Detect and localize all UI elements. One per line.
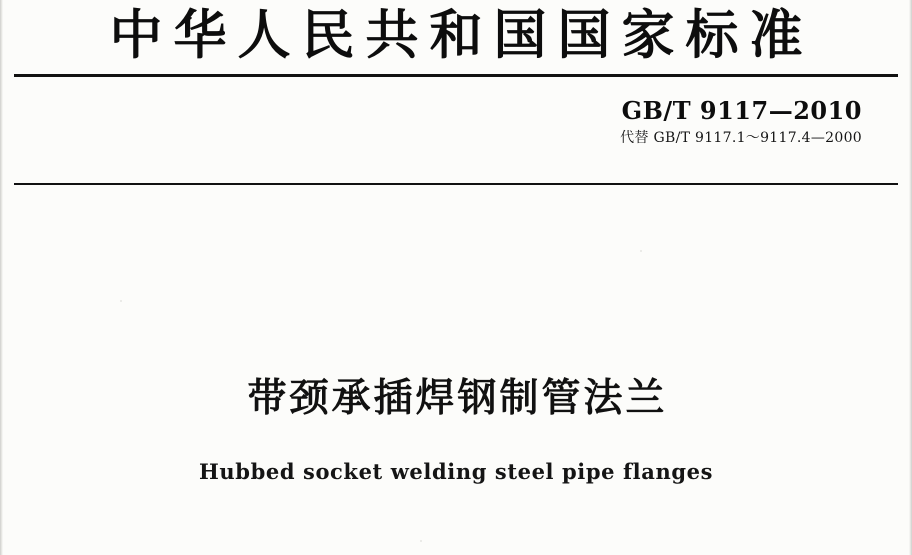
national-standard-masthead-title: 中华人民共和国国家标准: [109, 4, 814, 66]
document-title-chinese: 带颈承插焊钢制管法兰: [247, 376, 668, 421]
scan-speckle: [420, 540, 422, 542]
document-title-english: Hubbed socket welding steel pipe flanges: [198, 459, 713, 484]
standard-number-block: [620, 96, 862, 148]
horizontal-rule-bottom: [14, 183, 898, 185]
scan-speckle: [120, 300, 122, 302]
standard-replaces-note: 代替 GB/T 9117.1～9117.4—2000: [620, 130, 862, 146]
title-block: [0, 372, 912, 486]
scan-speckle: [640, 250, 642, 252]
masthead: [0, 4, 912, 66]
standard-number: GB/T 9117—2010: [621, 96, 862, 125]
horizontal-rule-top: [14, 74, 898, 77]
